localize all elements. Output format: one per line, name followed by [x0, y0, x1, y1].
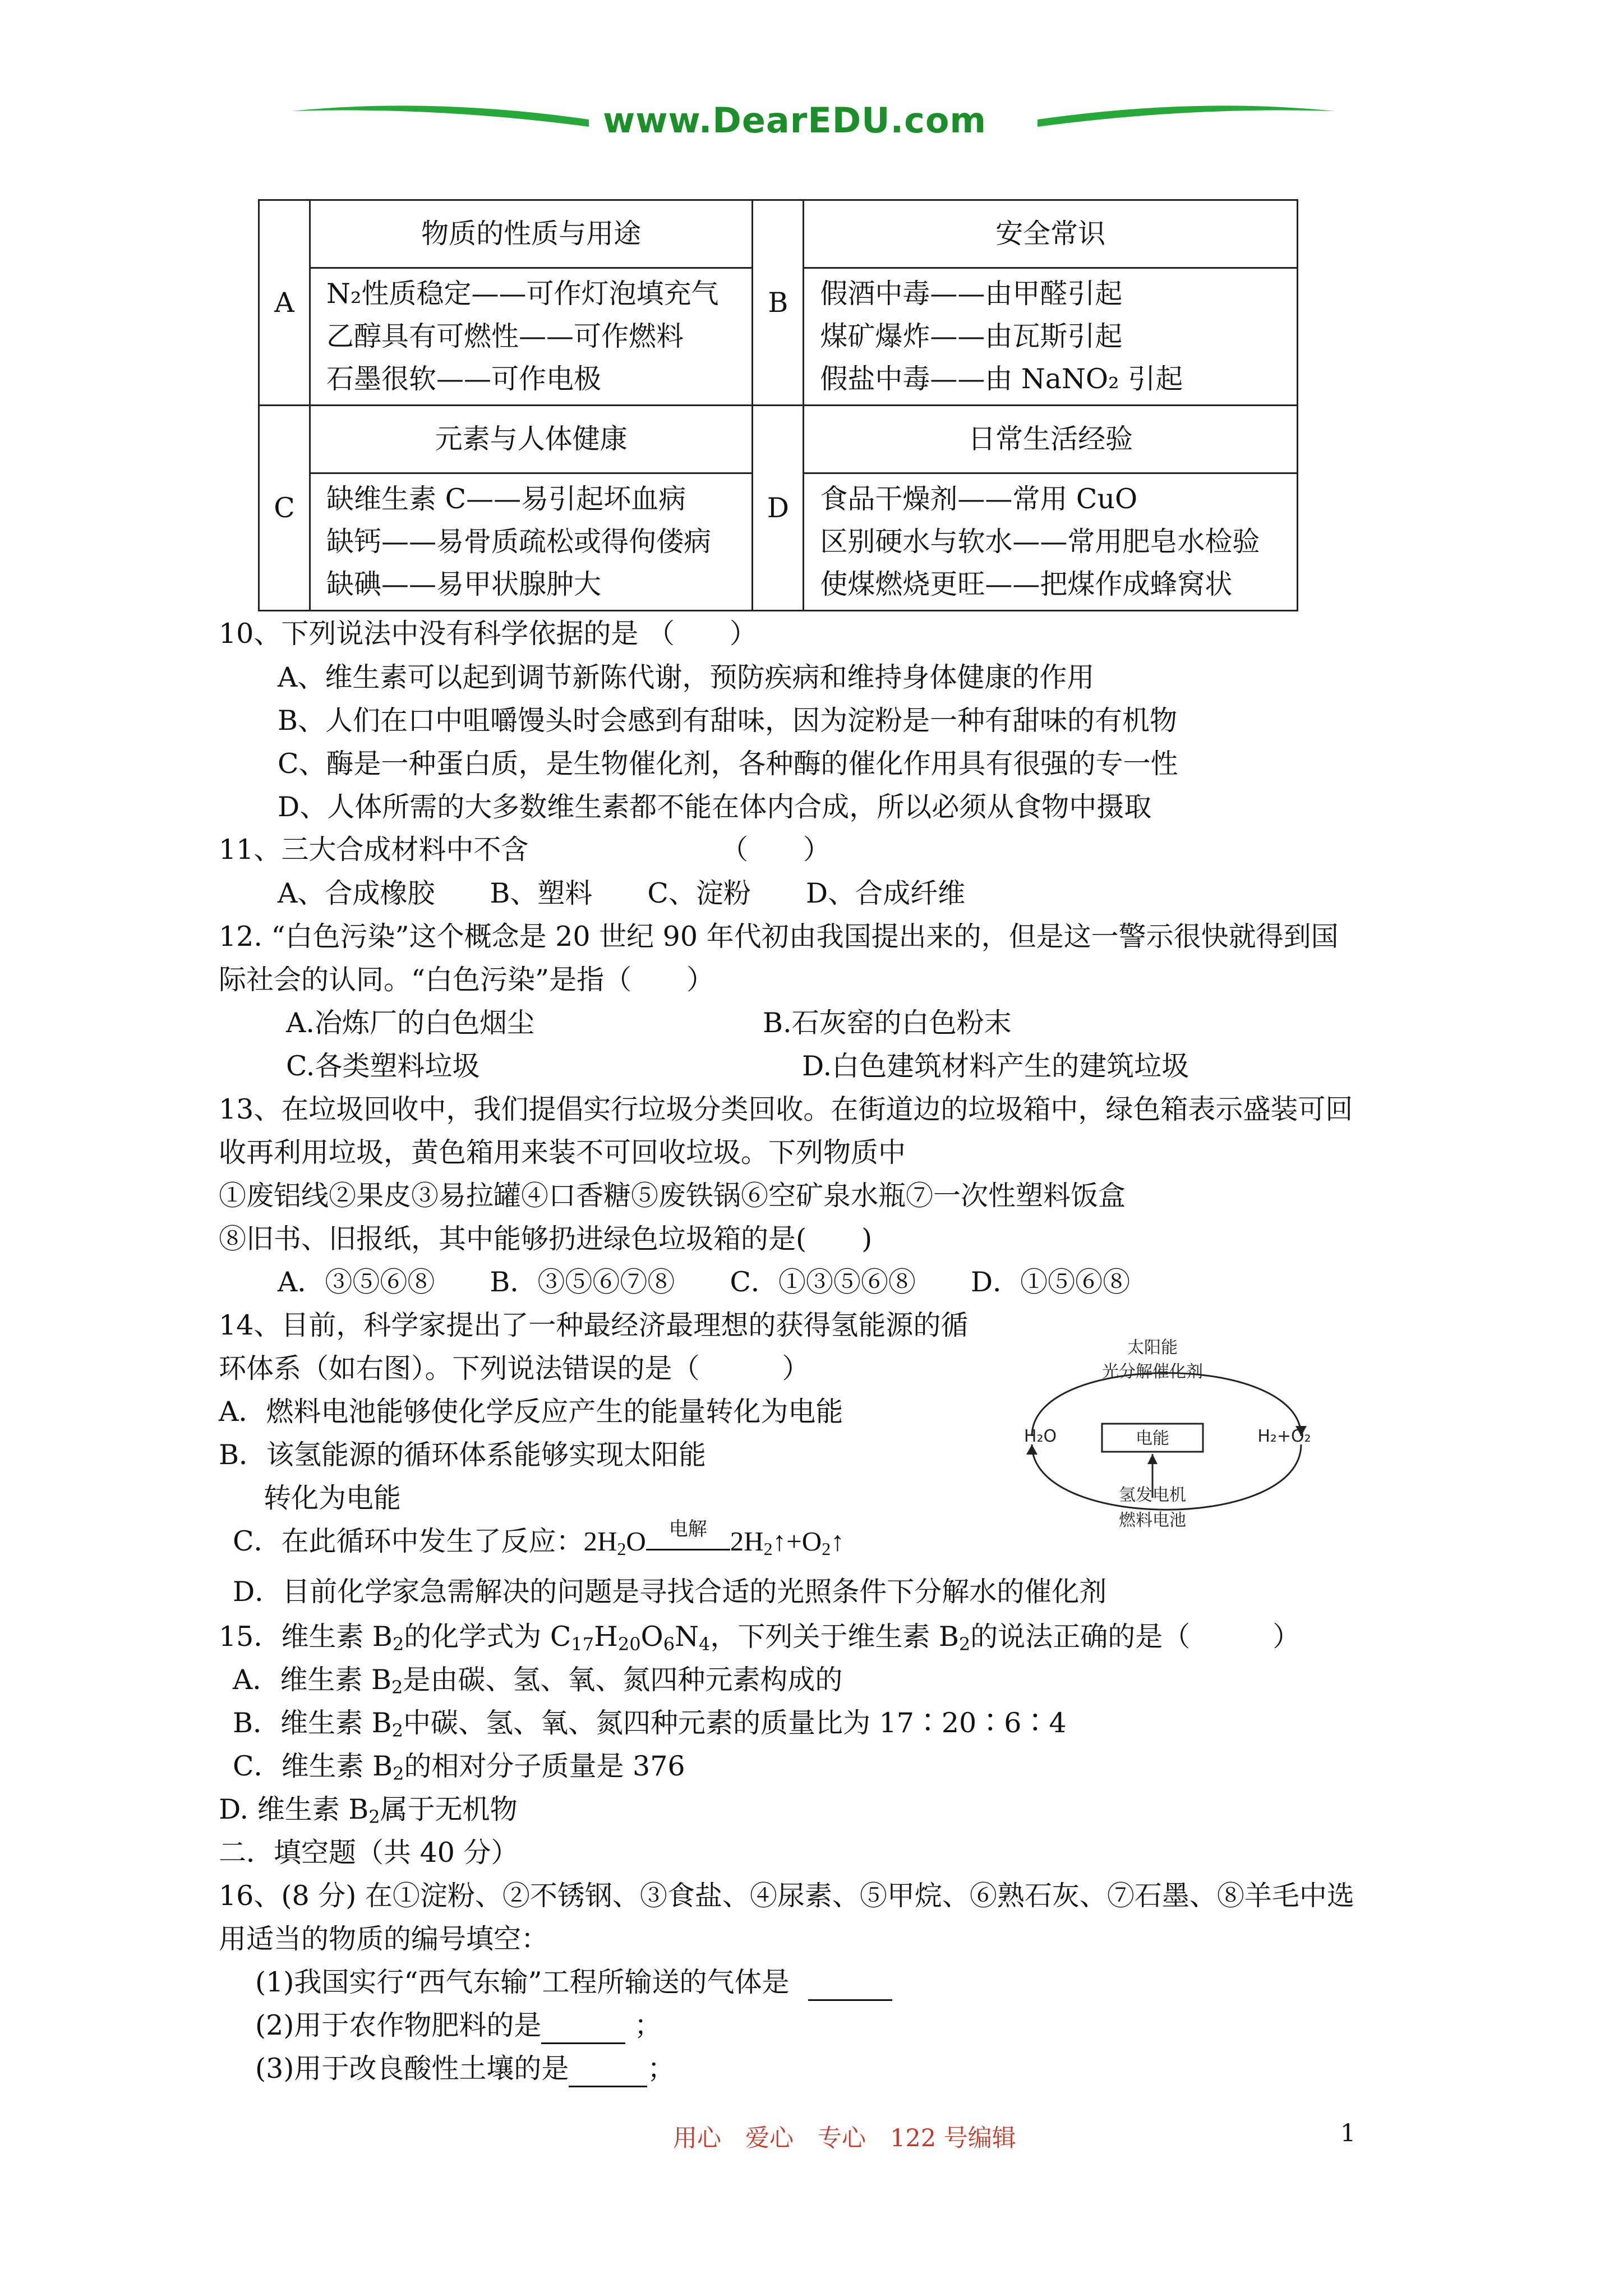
q14-equation: $2H_2O$ 电解 $2H_2↑+O_2↑$: [584, 1526, 845, 1557]
q15-stem-part: ，下列关于维生素 B: [710, 1621, 959, 1653]
q15-option-a: A．维生素 $B_2$是由碳、氢、氧、氮四种元素构成的: [233, 1664, 843, 1698]
option-b-letter: B: [753, 200, 804, 406]
up-arrow-head: [1147, 1454, 1158, 1464]
option-b-body: [804, 268, 1298, 406]
q12-option-b: B.石灰窑的白色粉末: [763, 1007, 1012, 1039]
q12-option-a: A.冶炼厂的白色烟尘: [286, 1007, 534, 1039]
q16-subq1: [255, 1966, 892, 2001]
q11-options: A、合成橡胶 B、塑料 C、淀粉 D、合成纤维: [278, 877, 966, 909]
option-c-body: [310, 473, 753, 611]
q11-answer-paren: （ ）: [721, 834, 831, 866]
q16-blank-2[interactable]: [541, 2009, 625, 2044]
diagram-electricity-label: 电能: [1136, 1429, 1169, 1448]
diagram-solar-label: 太阳能: [1127, 1338, 1178, 1358]
q15-option-a-text: 是由碳、氢、氧、氮四种元素构成的: [403, 1664, 843, 1696]
q15-option-d: D. 维生素 $B_2$属于无机物: [219, 1793, 518, 1828]
option-d-title: 日常生活经验: [804, 406, 1298, 473]
option-d-letter: D: [753, 406, 804, 611]
option-b-line: 假盐中毒——由 NaNO₂ 引起: [820, 363, 1183, 395]
hydrogen-cycle-diagram: [1009, 1329, 1324, 1554]
q10-stem: 10、下列说法中没有科学依据的是 （ ）: [219, 618, 757, 650]
q12-option-c: C.各类塑料垃圾: [286, 1050, 480, 1082]
q13-line1: 13、在垃圾回收中，我们提倡实行垃圾分类回收。在街道边的垃圾箱中，绿色箱表示盛装可回: [219, 1093, 1353, 1125]
q16-subq3: (3)用于改良酸性土壤的是 ；: [255, 2052, 675, 2087]
q16-blank-1[interactable]: [808, 1966, 892, 2001]
q10-option-c: C、酶是一种蛋白质，是生物催化剂，各种酶的催化作用具有很强的专一性: [278, 748, 1178, 780]
options-table: [258, 199, 1298, 611]
q11-stem: 11、三大合成材料中不含: [219, 834, 529, 866]
q14-option-c: [233, 1519, 845, 1566]
diagram-fuel-cell-label: 燃料电池: [1119, 1511, 1186, 1530]
site-logo-text: www.DearEDU.com: [603, 100, 987, 141]
option-b-line: 煤矿爆炸——由瓦斯引起: [820, 320, 1123, 352]
option-d-body: [804, 473, 1298, 611]
q15-stem-part: 的说法正确的是（ ）: [970, 1621, 1301, 1653]
option-a-letter: A: [259, 200, 310, 406]
q13-line3: ①废铝线②果皮③易拉罐④口香糖⑤废铁锅⑥空矿泉水瓶⑦一次性塑料饭盒: [219, 1180, 1126, 1212]
option-d-line: 区别硬水与软水——常用肥皂水检验: [820, 526, 1260, 558]
option-c-line: 缺维生素 C——易引起坏血病: [326, 483, 686, 515]
q15-option-b-text: 中碳、氢、氧、氮四种元素的质量比为 17∶20∶6∶4: [403, 1707, 1067, 1739]
option-c-line: 缺碘——易甲状腺肿大: [326, 568, 602, 600]
option-d-line: 使煤燃烧更旺——把煤作成蜂窝状: [820, 568, 1233, 600]
q12-line1: 12. “白色污染”这个概念是 20 世纪 90 年代初由我国提出来的，但是这一警示很快就得到国: [219, 921, 1339, 953]
option-b-title: 安全常识: [804, 200, 1298, 268]
q15-stem-part: 的化学式为 C: [404, 1621, 571, 1653]
q14-line2: 环体系（如右图）。下列说法错误的是（ ）: [219, 1352, 810, 1384]
q13-line2: 收再利用垃圾，黄色箱用来装不可回收垃圾。下列物质中: [219, 1137, 906, 1168]
q15-stem-part: 15．维生素 B: [219, 1621, 393, 1653]
option-c-line: 缺钙——易骨质疏松或得佝偻病: [326, 526, 712, 558]
q14-option-c-text: C．在此循环中发生了反应：: [233, 1525, 584, 1557]
diagram-generator-label: 氢发电机: [1119, 1485, 1186, 1505]
q13-line4: ⑧旧书、旧报纸，其中能够扔进绿色垃圾箱的是( ): [219, 1223, 873, 1255]
q10-option-a: A、维生素可以起到调节新陈代谢，预防疾病和维持身体健康的作用: [278, 661, 1095, 693]
section-fill-in-title: 二．填空题（共 40 分）: [219, 1837, 519, 1869]
q12-line2: 际社会的认同。“白色污染”是指（ ）: [219, 964, 714, 996]
q14-option-d: D．目前化学家急需解决的问题是寻找合适的光照条件下分解水的催化剂: [233, 1576, 1107, 1608]
q15-stem: 15．维生素 $B_2$的化学式为 $C_{17}H_{20}O_6N_4$，下列关于维生素 $B_2$的说法正确的是（ ）: [219, 1621, 1301, 1655]
q16-subq3-text: (3)用于改良酸性土壤的是: [255, 2053, 569, 2085]
option-c-letter: C: [259, 406, 310, 611]
q15-option-d-text: 属于无机物: [380, 1793, 518, 1825]
q10-option-b: B、人们在口中咀嚼馒头时会感到有甜味，因为淀粉是一种有甜味的有机物: [278, 705, 1178, 737]
q16-line1: 16、(8 分) 在①淀粉、②不锈钢、③食盐、④尿素、⑤甲烷、⑥熟石灰、⑦石墨、⑧羊毛中选: [219, 1880, 1354, 1912]
q16-subq2: (2)用于农作物肥料的是 ；: [255, 2009, 662, 2044]
option-b-line: 假酒中毒——由甲醛引起: [820, 278, 1123, 310]
q12-option-d: D.白色建筑材料产生的建筑垃圾: [802, 1050, 1189, 1082]
q13-options: A．③⑤⑥⑧ B．③⑤⑥⑦⑧ C．①③⑤⑥⑧ D．①⑤⑥⑧: [278, 1266, 1131, 1298]
q14-option-b-cont: 转化为电能: [264, 1482, 402, 1514]
q15-option-c: C．维生素 $B_2$的相对分子质量是 376: [233, 1750, 685, 1784]
option-d-line: 食品干燥剂——常用 CuO: [820, 483, 1138, 515]
option-a-line: N₂性质稳定——可作灯泡填充气: [326, 278, 719, 310]
q14-line1: 14、目前，科学家提出了一种最经济最理想的获得氢能源的循: [219, 1309, 969, 1341]
q16-line2: 用适当的物质的编号填空：: [219, 1923, 549, 1955]
option-a-line: 乙醇具有可燃性——可作燃料: [326, 320, 684, 352]
q15-option-b: B．维生素 $B_2$中碳、氢、氧、氮四种元素的质量比为 17∶20∶6∶4: [233, 1707, 1067, 1741]
q16-subq1-text: (1)我国实行“西气东输”工程所输送的气体是: [255, 1966, 790, 1998]
page-number: 1: [1340, 2119, 1356, 2147]
q14-option-a: A．燃料电池能够使化学反应产生的能量转化为电能: [219, 1396, 843, 1428]
diagram-catalyst-label: 光分解催化剂: [1102, 1362, 1203, 1382]
option-a-body: [310, 268, 753, 406]
footer-credit: 用心 爱心 专心 122 号编辑: [673, 2124, 1016, 2152]
q10-option-d: D、人体所需的大多数维生素都不能在体内合成，所以必须从食物中摄取: [278, 791, 1152, 823]
q14-option-b: B．该氢能源的循环体系能够实现太阳能: [219, 1439, 707, 1471]
q16-blank-3[interactable]: [569, 2052, 647, 2087]
option-a-title: 物质的性质与用途: [310, 200, 753, 268]
diagram-hydrogen-oxygen-label: H₂+O₂: [1257, 1427, 1311, 1446]
option-c-title: 元素与人体健康: [310, 406, 753, 473]
q15-option-c-text: 的相对分子质量是 376: [404, 1750, 685, 1782]
option-a-line: 石墨很软——可作电极: [326, 363, 602, 395]
diagram-water-label: H₂O: [1023, 1427, 1057, 1446]
q16-subq2-text: (2)用于农作物肥料的是: [255, 2009, 542, 2041]
q14-equation-condition: 电解: [668, 1519, 707, 1540]
